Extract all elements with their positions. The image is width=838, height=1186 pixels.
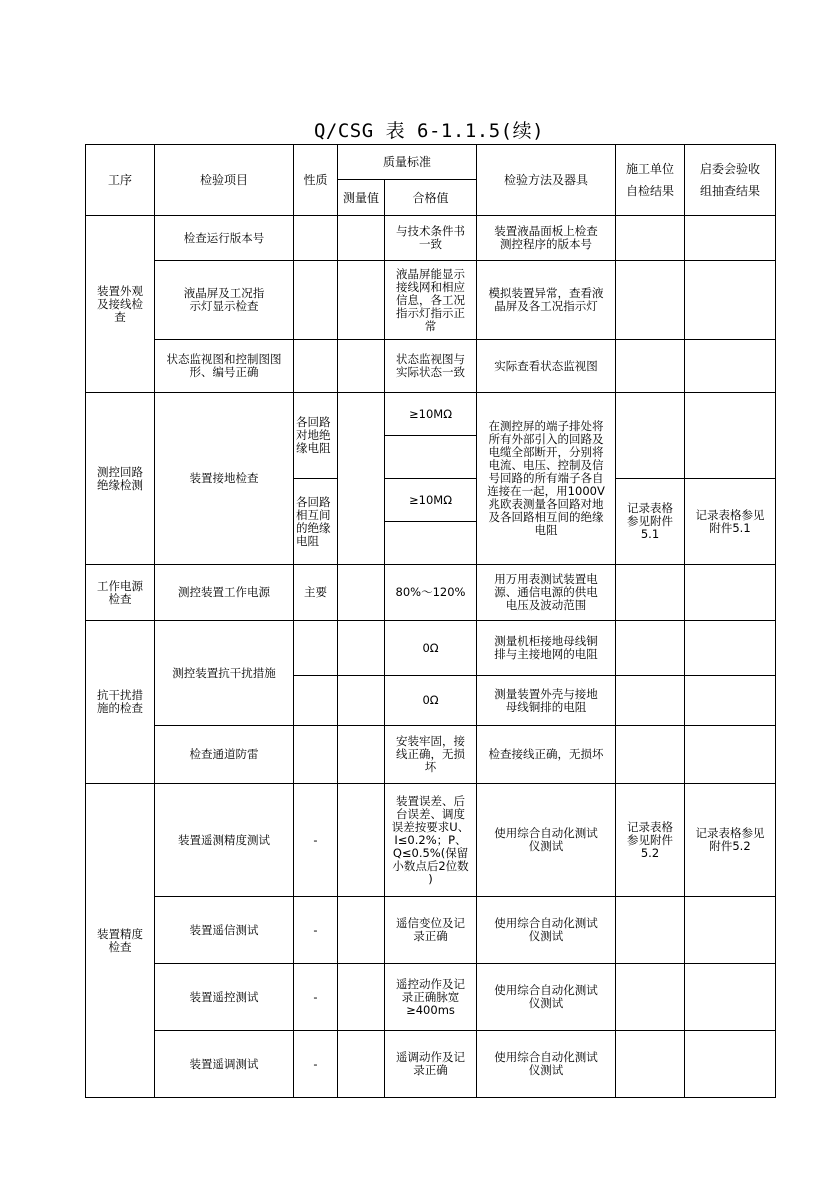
process-precision: 装置精度 检查: [86, 784, 155, 1098]
insulation-mutual-label: 各回路 相互间 的绝缘 电阻: [294, 479, 338, 565]
header-measured: 测量值: [338, 180, 385, 216]
acceptance-5-1: 记录表格参见 附件5.1: [685, 479, 776, 565]
acceptance-cell: [685, 393, 776, 479]
self-check-cell: [616, 565, 685, 621]
qualified-cell: 安装牢固，接 线正确，无损 坏: [385, 726, 477, 784]
qualified-cell: 装置误差、后 台误差、调度 误差按要求U、 I≤0.2%；P、 Q≤0.5%(保留 小数点后2位数 ): [385, 784, 477, 897]
qualified-cell: 0Ω: [385, 676, 477, 726]
page-title: Q/CSG 表 6-1.1.5(续): [313, 120, 545, 142]
insulation-method: 在测控屏的端子排处将 所有外部引入的回路及 电缆全部断开，分别将 电流、电压、控制及信 号回路的所有端子各自 连接在一起，用1000V 兆欧表测量各回路对地 及各回路相互间的绝缘 电阻: [477, 393, 616, 565]
item-cell: 测控装置工作电源: [155, 565, 294, 621]
measured-cell: [338, 621, 385, 676]
nature-cell: [294, 726, 338, 784]
measured-cell: [338, 261, 385, 340]
method-cell: 用万用表测试装置电 源、通信电源的供电 电压及波动范围: [477, 565, 616, 621]
self-check-cell: [616, 964, 685, 1031]
qualified-cell: ≥10MΩ: [385, 479, 477, 522]
acceptance-cell: [685, 216, 776, 261]
acceptance-cell: [685, 726, 776, 784]
qualified-cell: 液晶屏能显示 接线网和相应 信息，各工况 指示灯指示正 常: [385, 261, 477, 340]
measured-cell: [338, 565, 385, 621]
self-check-cell: [616, 676, 685, 726]
method-cell: 模拟装置异常，查看液 晶屏及各工况指示灯: [477, 261, 616, 340]
acceptance-cell: [685, 964, 776, 1031]
nature-cell: -: [294, 897, 338, 964]
qualified-cell: 遥控动作及记 录正确脉宽 ≥400ms: [385, 964, 477, 1031]
qualified-cell: [385, 436, 477, 479]
item-cell: 状态监视图和控制图图 形、编号正确: [155, 340, 294, 393]
nature-cell: [294, 261, 338, 340]
header-quality-standard: 质量标准: [338, 145, 477, 180]
nature-cell: -: [294, 784, 338, 897]
self-check-cell: [616, 621, 685, 676]
header-qualified: 合格值: [385, 180, 477, 216]
process-anti-interference: 抗干扰措 施的检查: [86, 621, 155, 784]
acceptance-cell: [685, 1031, 776, 1098]
measured-cell: [338, 726, 385, 784]
process-power: 工作电源 检查: [86, 565, 155, 621]
self-check-cell: [616, 897, 685, 964]
acceptance-cell: [685, 621, 776, 676]
acceptance-cell: [685, 676, 776, 726]
header-construction-result: 施工单位 自检结果: [616, 145, 685, 216]
self-check-cell: [616, 1031, 685, 1098]
qualified-cell: 80%～120%: [385, 565, 477, 621]
item-cell: 装置遥调测试: [155, 1031, 294, 1098]
method-cell: 测量机柜接地母线铜 排与主接地网的电阻: [477, 621, 616, 676]
measured-cell: [338, 340, 385, 393]
self-check-cell: [616, 726, 685, 784]
qualified-cell: ≥10MΩ: [385, 393, 477, 436]
acceptance-5-2: 记录表格参见 附件5.2: [685, 784, 776, 897]
process-appearance: 装置外观 及接线检 查: [86, 216, 155, 393]
item-cell: 装置遥测精度测试: [155, 784, 294, 897]
nature-cell: 主要: [294, 565, 338, 621]
self-check-cell: [616, 340, 685, 393]
header-item: 检验项目: [155, 145, 294, 216]
qualified-cell: 遥调动作及记 录正确: [385, 1031, 477, 1098]
measured-cell: [338, 784, 385, 897]
method-cell: 装置液晶面板上检查 测控程序的版本号: [477, 216, 616, 261]
method-cell: 使用综合自动化测试 仪测试: [477, 784, 616, 897]
method-cell: 检查接线正确，无损坏: [477, 726, 616, 784]
item-cell: 测控装置抗干扰措施: [155, 621, 294, 726]
nature-cell: [294, 621, 338, 676]
self-check-5-2: 记录表格 参见附件 5.2: [616, 784, 685, 897]
measured-cell: [338, 897, 385, 964]
inspection-table: [85, 144, 776, 1098]
item-cell: 检查运行版本号: [155, 216, 294, 261]
item-cell: 装置遥信测试: [155, 897, 294, 964]
measured-cell: [338, 393, 385, 565]
insulation-ground-label: 各回路 对地绝 缘电阻: [294, 393, 338, 479]
header-nature: 性质: [294, 145, 338, 216]
self-check-cell: [616, 393, 685, 479]
acceptance-cell: [685, 897, 776, 964]
measured-cell: [338, 676, 385, 726]
self-check-cell: [616, 261, 685, 340]
method-cell: 使用综合自动化测试 仪测试: [477, 1031, 616, 1098]
method-cell: 测量装置外壳与接地 母线铜排的电阻: [477, 676, 616, 726]
self-check-cell: [616, 216, 685, 261]
qualified-cell: 0Ω: [385, 621, 477, 676]
method-cell: 使用综合自动化测试 仪测试: [477, 964, 616, 1031]
measured-cell: [338, 964, 385, 1031]
measured-cell: [338, 1031, 385, 1098]
qualified-cell: [385, 522, 477, 565]
item-cell: 液晶屏及工况指 示灯显示检查: [155, 261, 294, 340]
nature-cell: [294, 340, 338, 393]
header-process: 工序: [86, 145, 155, 216]
qualified-cell: 与技术条件书 一致: [385, 216, 477, 261]
header-acceptance-result: 启委会验收 组抽查结果: [685, 145, 776, 216]
method-cell: 使用综合自动化测试 仪测试: [477, 897, 616, 964]
item-cell: 检查通道防雷: [155, 726, 294, 784]
nature-cell: -: [294, 964, 338, 1031]
qualified-cell: 状态监视图与 实际状态一致: [385, 340, 477, 393]
acceptance-cell: [685, 565, 776, 621]
measured-cell: [338, 216, 385, 261]
process-insulation: 测控回路 绝缘检测: [86, 393, 155, 565]
nature-cell: [294, 676, 338, 726]
nature-cell: -: [294, 1031, 338, 1098]
item-cell: 装置遥控测试: [155, 964, 294, 1031]
method-cell: 实际查看状态监视图: [477, 340, 616, 393]
self-check-5-1: 记录表格 参见附件 5.1: [616, 479, 685, 565]
header-method: 检验方法及器具: [477, 145, 616, 216]
item-grounding-check: 装置接地检查: [155, 393, 294, 565]
acceptance-cell: [685, 261, 776, 340]
nature-cell: [294, 216, 338, 261]
qualified-cell: 遥信变位及记 录正确: [385, 897, 477, 964]
acceptance-cell: [685, 340, 776, 393]
